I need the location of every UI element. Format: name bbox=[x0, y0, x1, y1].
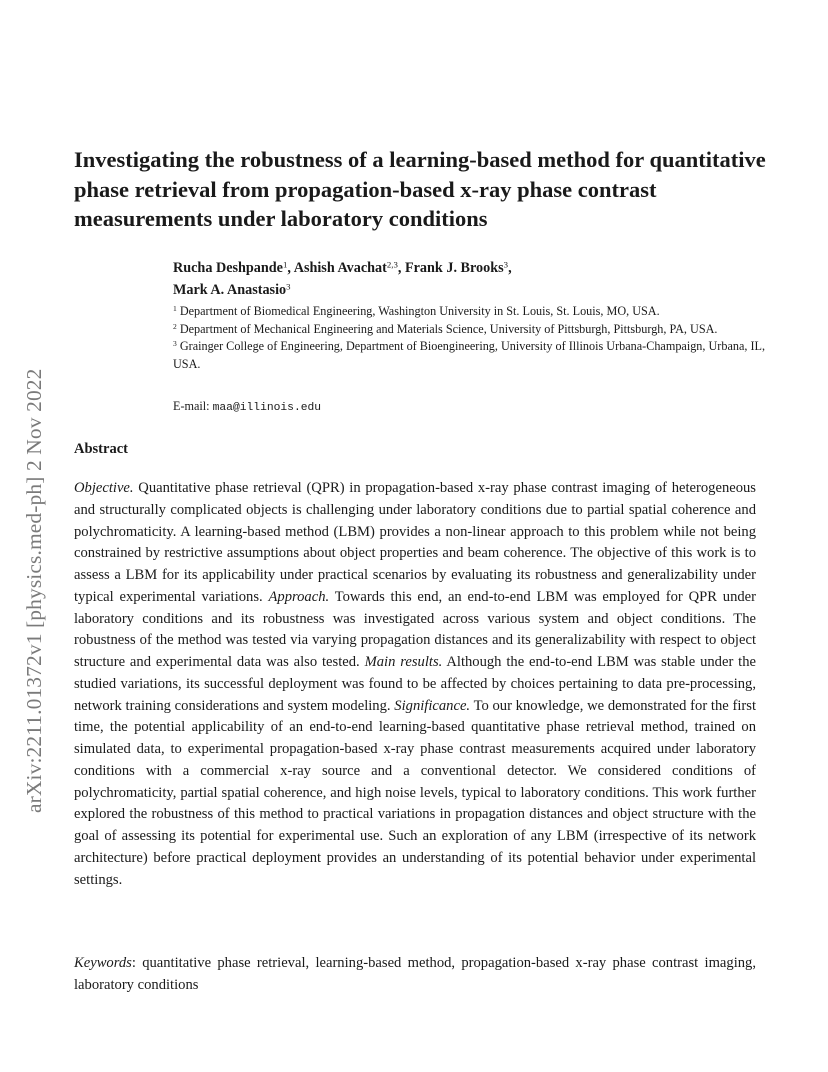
email-label: E-mail: bbox=[173, 399, 210, 413]
abstract-text: Objective. Quantitative phase retrieval (QPR) in propagation-based x-ray phase contrast imaging of heterogeneous and structurally complicated objects is challenging under laboratory conditions due to partial spatial coherence and polychromaticity. A learning-based method (LBM) provides a non-linear approach to this problem while not being constrained by restrictive assumptions about object properties and beam coherence. The objective of this work is to assess a LBM for its applicability under practical scenarios by evaluating its robustness and generalizability under typical experimental variations. Approach. Towards this end, an end-to-end LBM was employed for QPR under laboratory conditions and its robustness was investigated across various system and object conditions. The robustness of the method was tested via varying propagation distances and its generalizability with respect to object structure and experimental data was also tested. Main results. Although the end-to-end LBM was stable under the studied variations, its successful deployment was found to be affected by choices pertaining to data pre-processing, network training considerations and system modeling. Significance. To our knowledge, we demonstrated for the first time, the potential applicability of an end-to-end learning-based quantitative phase retrieval method, trained on simulated data, to experimental propagation-based x-ray phase contrast measurements acquired under laboratory conditions with a commercial x-ray source and a conventional detector. We considered conditions of polychromaticity, partial spatial coherence, and high noise levels, typical to laboratory conditions. This work further explored the robustness of this method to practical variations in propagation distances and object structure with the goal of assessing its potential for experimental use. Such an exploration of any LBM (irrespective of its network architecture) before practical deployment provides an understanding of its potential behavior under experimental settings. bbox=[74, 480, 757, 888]
affiliation: $^1$ Department of Biomedical Engineering, Washington University in St. Louis, St. Louis, MO, USA. bbox=[173, 304, 660, 318]
email-address[interactable]: maa@illinois.edu bbox=[212, 402, 322, 414]
keywords: Keywords: quantitative phase retrieval, learning-based method, propagation-based x-ray phase contrast imaging, laboratory conditions bbox=[74, 955, 756, 993]
affiliation-list bbox=[173, 303, 773, 374]
author: Frank J. Brooks$^3$, bbox=[404, 259, 512, 276]
abstract-heading: Abstract bbox=[74, 441, 128, 457]
affiliation: $^2$ Department of Mechanical Engineering and Materials Science, University of Pittsburgh, Pittsburgh, PA, USA. bbox=[173, 321, 718, 336]
paper-title: Investigating the robustness of a learning-based method for quantitative phase retrieval from propagation-based x-ray phase contrast measurements under laboratory conditions bbox=[74, 147, 766, 231]
arxiv-identifier-stamp: arXiv:2211.01372v1 [physics.med-ph] 2 Nov 2022 bbox=[22, 368, 46, 813]
author: Mark A. Anastasio$^3$ bbox=[173, 281, 291, 298]
contact-email bbox=[173, 398, 321, 417]
affiliation: $^3$ Grainger College of Engineering, Department of Bioengineering, University of Illinois Urbana-Champaign, Urbana, IL, USA. bbox=[173, 339, 765, 372]
author: Rucha Deshpande$^1$, bbox=[173, 259, 294, 276]
author: Ashish Avachat$^{2,3}$, bbox=[293, 259, 405, 276]
author-list bbox=[173, 257, 773, 301]
